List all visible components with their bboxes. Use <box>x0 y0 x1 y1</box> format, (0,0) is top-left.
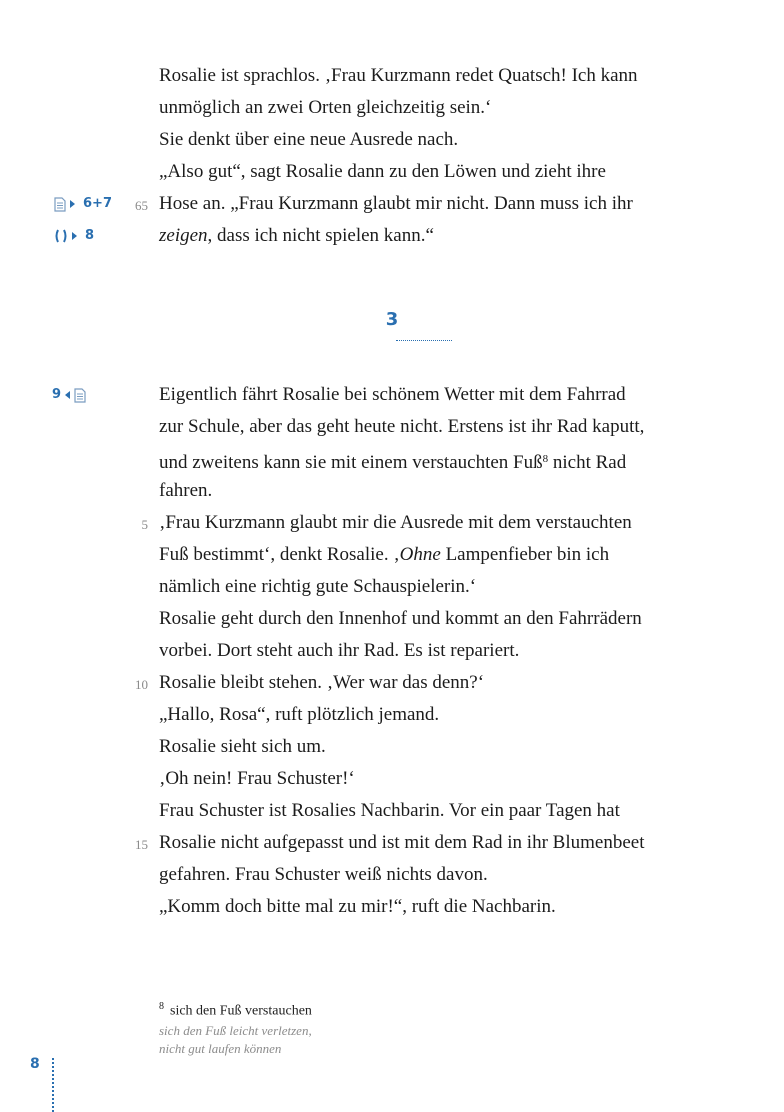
document-icon <box>54 197 66 212</box>
line-number: 65 <box>135 198 148 213</box>
text-line: fahren. <box>159 480 213 501</box>
line-number: 10 <box>135 677 148 692</box>
text-line: Rosalie sieht sich um. <box>159 736 326 757</box>
line-number: 5 <box>141 517 148 532</box>
text-segment: Fuß bestimmt‘, denkt Rosalie. ‚ <box>159 544 400 565</box>
text-segment: und zweitens kann sie mit einem verstauchten Fuß <box>159 452 543 473</box>
text-line: Rosalie nicht aufgepasst und ist mit dem Rad in ihr Blumenbeet <box>159 832 645 853</box>
text-line: „Hallo, Rosa“, ruft plötzlich jemand. <box>159 704 440 725</box>
footnote-marker[interactable]: 8 <box>542 453 549 465</box>
text-line: unmöglich an zwei Orten gleichzeitig sein.‘ <box>159 97 492 118</box>
text-segment: , dass ich nicht spielen kann.“ <box>207 225 434 246</box>
text-segment: nicht Rad <box>548 452 627 473</box>
text-line: ‚Oh nein! Frau Schuster!‘ <box>159 768 355 789</box>
audio-track-number: 8 <box>85 228 95 243</box>
text-line: Rosalie geht durch den Innenhof und kommt an den Fahrrädern <box>159 608 642 629</box>
chapter-start-reference[interactable] <box>52 387 86 403</box>
line-number: 15 <box>135 837 148 852</box>
footnote-number: 8 <box>159 1001 164 1012</box>
text-line: Hose an. „Frau Kurzmann glaubt mir nicht. Dann muss ich ihr <box>159 193 633 214</box>
arrow-right-icon <box>71 231 78 241</box>
text-line: Rosalie ist sprachlos. ‚Frau Kurzmann redet Quatsch! Ich kann <box>159 65 638 86</box>
chapter-divider <box>396 340 452 343</box>
text-line: Rosalie bleibt stehen. ‚Wer war das denn?‘ <box>159 672 485 693</box>
page-number: 8 <box>30 1056 40 1072</box>
document-icon <box>74 388 86 403</box>
text-line: gefahren. Frau Schuster weiß nichts davon. <box>159 864 488 885</box>
text-line <box>159 447 626 475</box>
page-margin-rule <box>52 1058 55 1112</box>
text-line: „Komm doch bitte mal zu mir!“, ruft die Nachbarin. <box>159 896 556 917</box>
emphasis-text: zeigen <box>159 225 208 246</box>
text-line: vorbei. Dort steht auch ihr Rad. Es ist repariert. <box>159 640 520 661</box>
emphasis-text: Ohne <box>399 544 441 565</box>
text-line: ‚Frau Kurzmann glaubt mir die Ausrede mit dem verstauchten <box>159 512 632 533</box>
track-number: 9 <box>52 387 62 402</box>
text-line: Sie denkt über eine neue Ausrede nach. <box>159 129 459 150</box>
footnote-gloss: sich den Fuß leicht verletzen, <box>159 1023 312 1038</box>
chapter-number: 3 <box>385 309 399 330</box>
text-line: „Also gut“, sagt Rosalie dann zu den Löwen und zieht ihre <box>159 161 606 182</box>
text-line <box>159 543 609 567</box>
text-line <box>159 224 434 248</box>
arrow-right-icon <box>69 199 76 209</box>
audio-track-icon <box>54 229 68 243</box>
audio-reference[interactable] <box>54 228 94 244</box>
text-segment: Lampenfieber bin ich <box>440 544 610 565</box>
text-line: nämlich eine richtig gute Schauspielerin.‘ <box>159 576 477 597</box>
arrow-left-icon <box>64 390 71 400</box>
footnote-gloss: nicht gut laufen können <box>159 1041 282 1056</box>
footnote <box>159 1001 312 1020</box>
workbook-reference[interactable] <box>54 196 112 212</box>
text-line: Eigentlich fährt Rosalie bei schönem Wetter mit dem Fahrrad <box>159 384 626 405</box>
footnote-term: sich den Fuß verstauchen <box>170 1003 312 1019</box>
workbook-exercise-number: 6+7 <box>83 196 112 211</box>
text-line: Frau Schuster ist Rosalies Nachbarin. Vor ein paar Tagen hat <box>159 800 620 821</box>
text-line: zur Schule, aber das geht heute nicht. Erstens ist ihr Rad kaputt, <box>159 416 645 437</box>
